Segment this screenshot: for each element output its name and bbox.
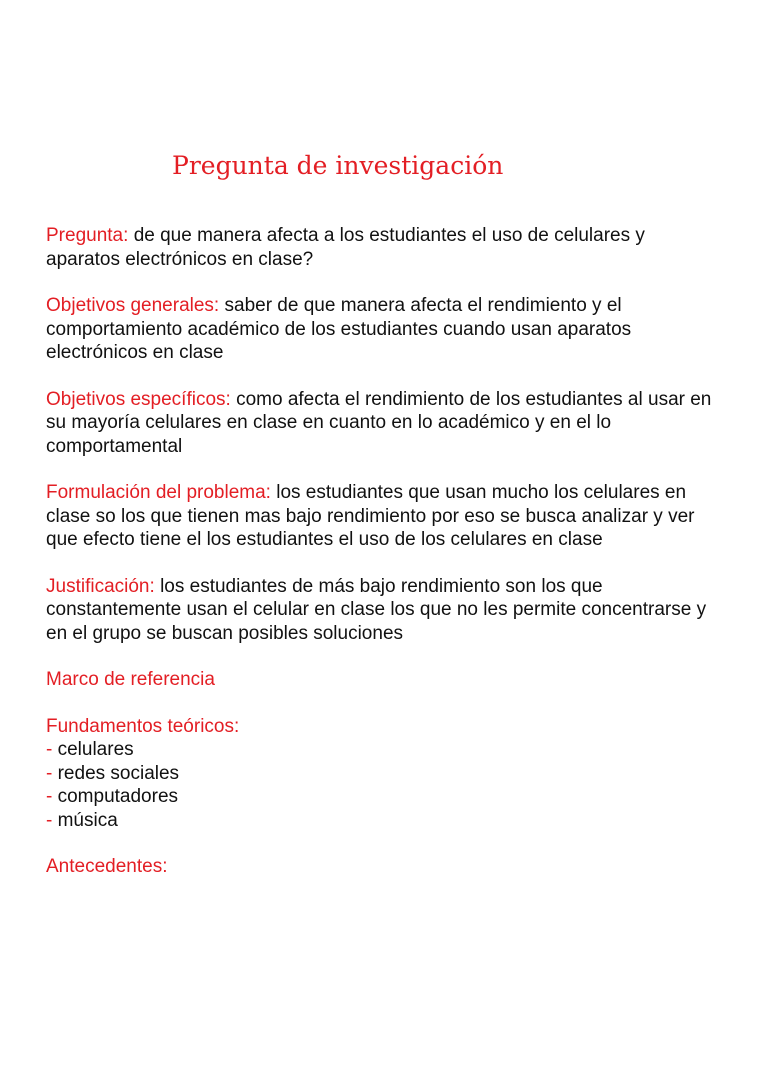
page-title: Pregunta de investigación <box>172 151 504 180</box>
list-item-text: redes sociales <box>57 762 180 784</box>
list-item <box>46 809 718 833</box>
justificacion-text: los estudiantes de más bajo rendimiento son los que constantemente usan el celular en clase los que no les permite concentrarse y en el grupo se buscan posibles soluciones <box>46 575 707 644</box>
justificacion-paragraph <box>46 575 718 646</box>
fundamentos-section <box>46 715 718 833</box>
pregunta-text: de que manera afecta a los estudiantes el uso de celulares y aparatos electrónicos en clase? <box>46 225 645 270</box>
list-bullet-dash: - <box>46 762 53 784</box>
list-bullet-dash: - <box>46 809 53 831</box>
list-bullet-dash: - <box>46 739 53 760</box>
antecedentes-heading <box>46 855 718 879</box>
objetivos-especificos-text: como afecta el rendimiento de los estudiantes al usar en su mayoría celulares en clase en cuanto en lo académico y en el lo comportamental <box>46 388 712 457</box>
list-item-text: computadores <box>57 786 179 807</box>
objetivos-generales-text: saber de que manera afecta el rendimiento y el comportamiento académico de los estudiantes cuando usan aparatos electrónicos en clase <box>46 295 632 363</box>
list-item <box>46 785 718 809</box>
objetivos-generales-label: Objetivos generales: <box>46 295 220 316</box>
document-body <box>46 224 718 902</box>
antecedentes-label: Antecedentes: <box>46 856 168 877</box>
objetivos-generales-paragraph <box>46 294 718 365</box>
marco-label: Marco de referencia <box>46 669 215 690</box>
objetivos-especificos-paragraph <box>46 388 718 459</box>
formulacion-label: Formulación del problema: <box>46 482 271 503</box>
list-item <box>46 738 718 762</box>
justificacion-label: Justificación: <box>46 575 155 597</box>
pregunta-paragraph <box>46 224 718 271</box>
objetivos-especificos-label: Objetivos específicos: <box>46 388 231 410</box>
formulacion-text: los estudiantes que usan mucho los celulares en clase so los que tienen mas bajo rendimiento por eso se busca analizar y ver que efecto tiene el los estudiantes el uso de los celulares en clase <box>46 482 695 550</box>
fundamentos-label: Fundamentos teóricos: <box>46 715 240 737</box>
pregunta-label: Pregunta: <box>46 225 129 246</box>
formulacion-paragraph <box>46 481 718 552</box>
list-item-text: celulares <box>57 739 134 760</box>
list-item <box>46 762 718 786</box>
marco-de-referencia-heading <box>46 668 718 692</box>
list-item-text: música <box>57 809 118 831</box>
list-bullet-dash: - <box>46 786 53 807</box>
